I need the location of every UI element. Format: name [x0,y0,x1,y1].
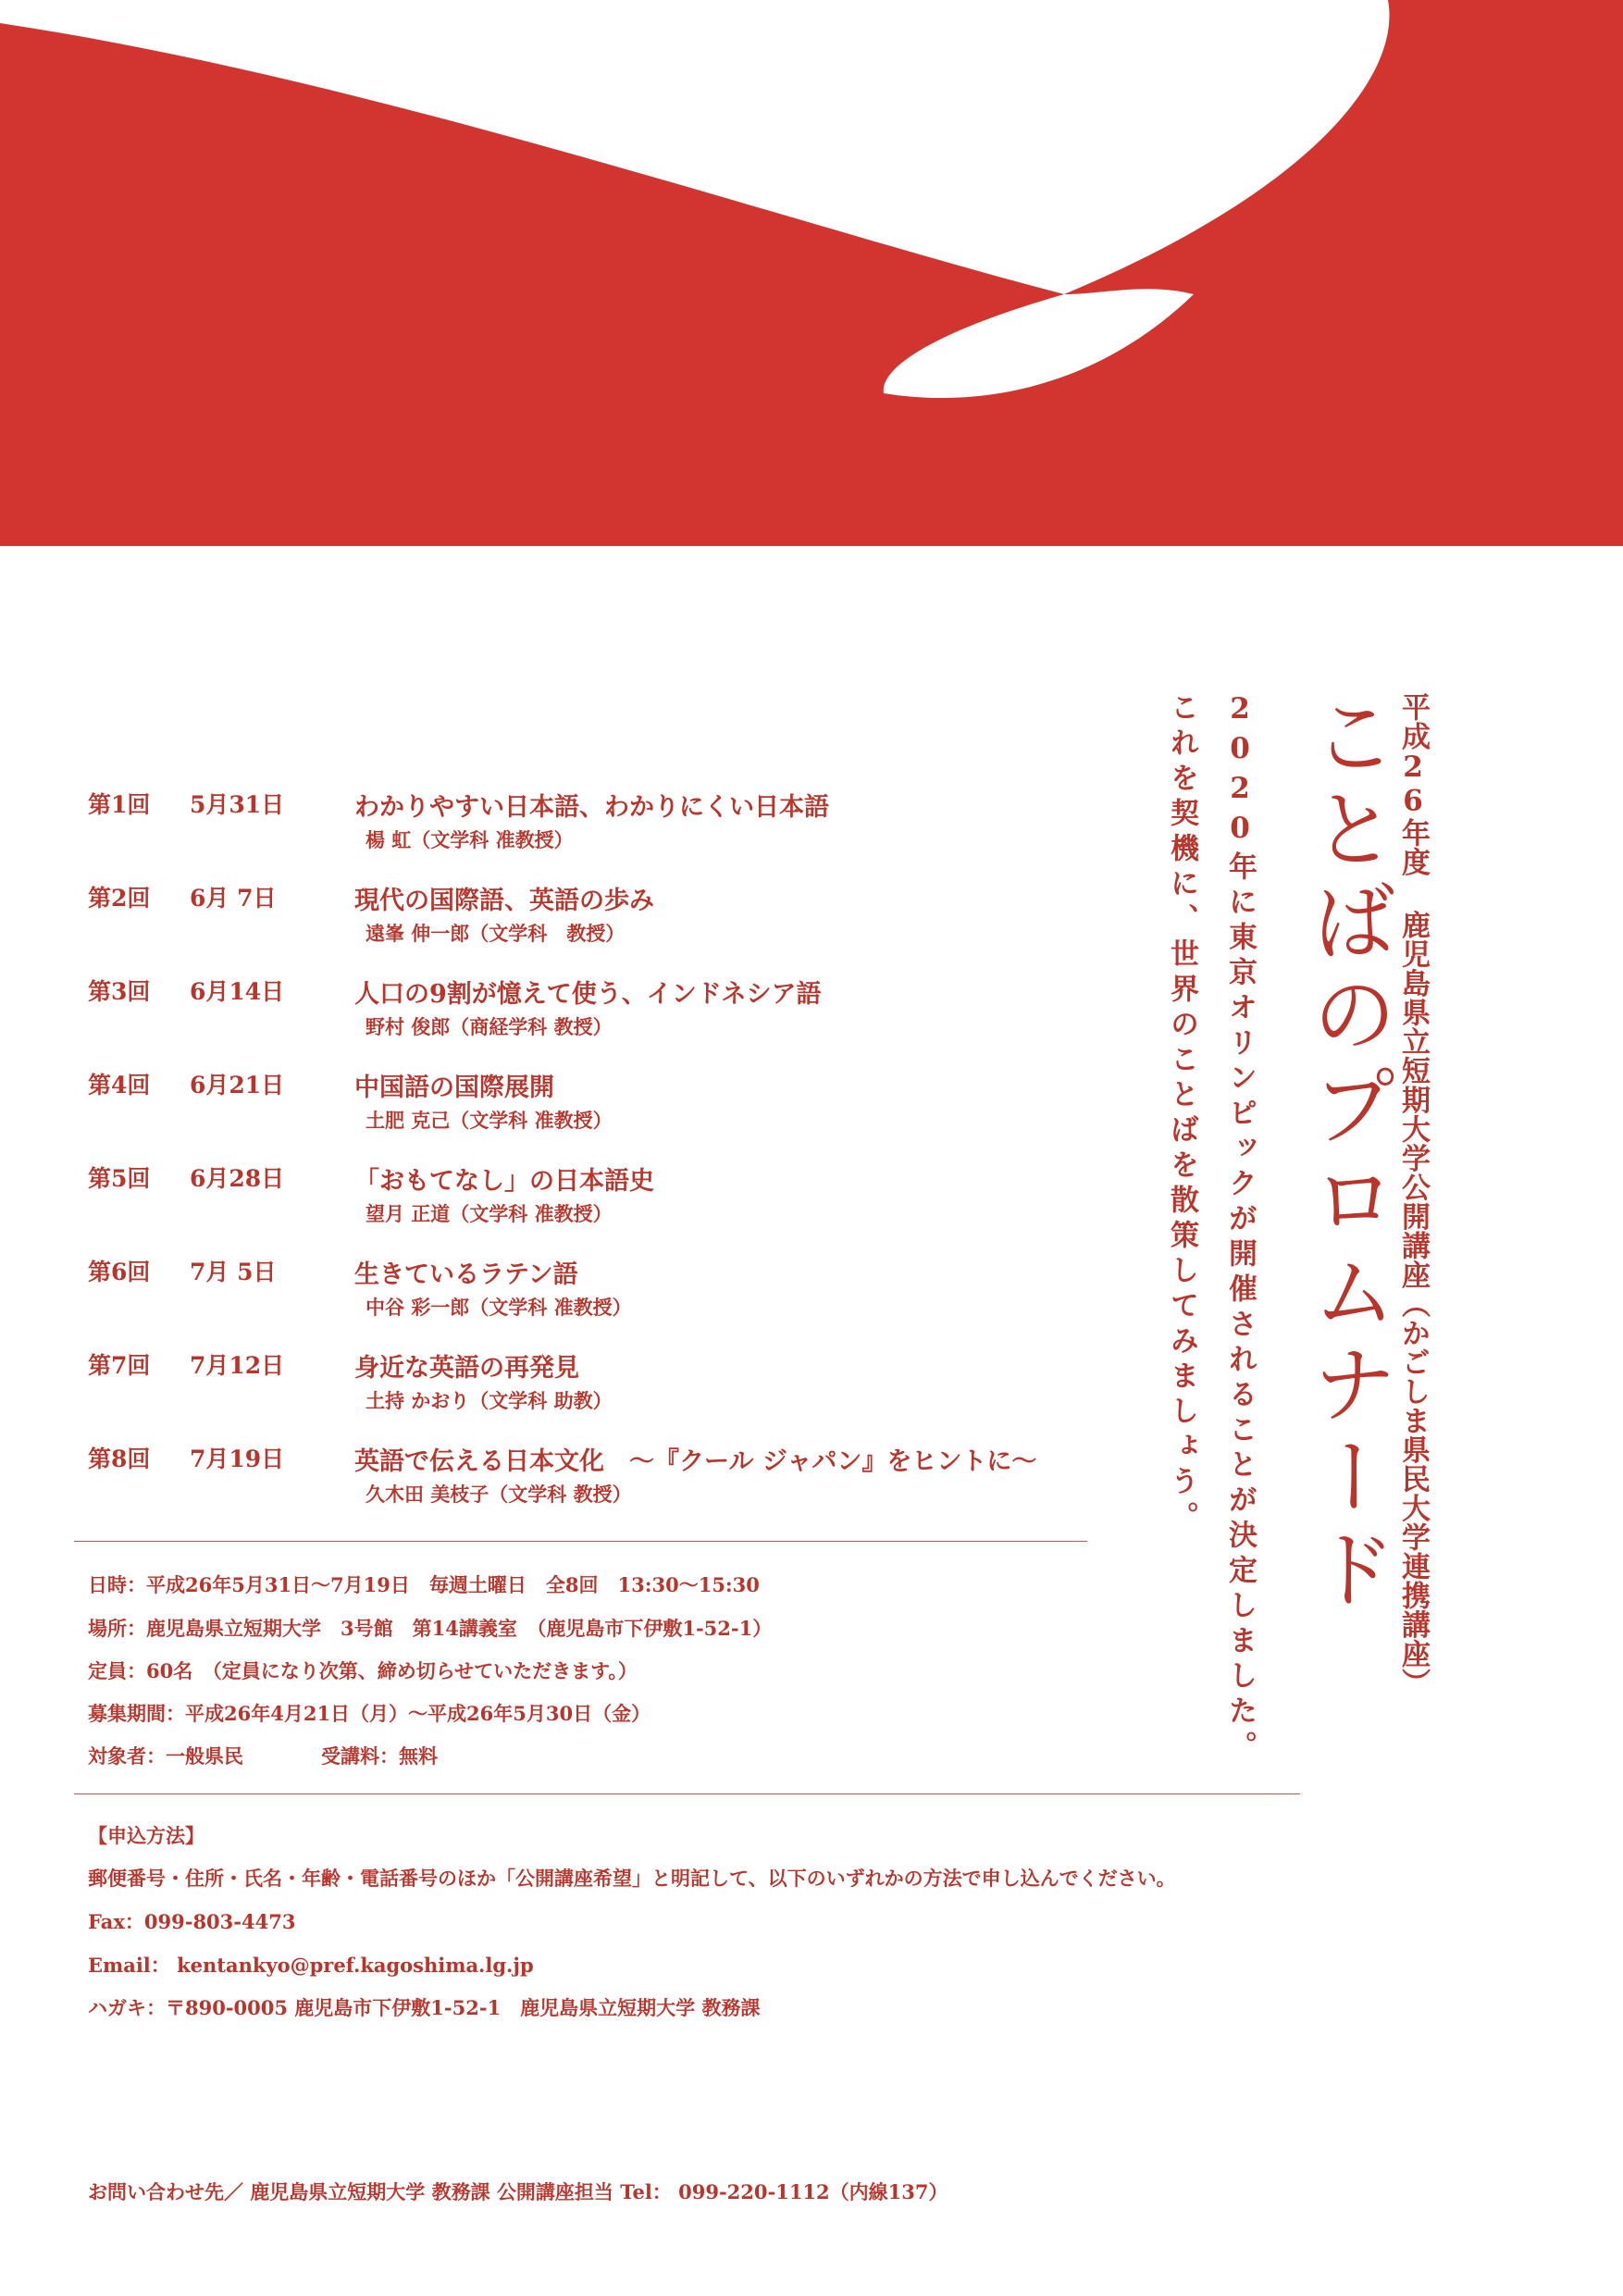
session-row [88,880,1096,974]
info-place: 場所：鹿児島県立短期大学 3号館 第14講義室 （鹿児島市下伊敷1-52-1） [88,1617,773,1640]
session-row [88,1254,1096,1347]
session-date: 6月14日 [190,978,285,1005]
session-lecturer: 中谷 彩一郎（文学科 准教授） [365,1296,632,1319]
header-ribbon-graphic [0,0,1623,546]
info-target-fee: 対象者：一般県民 受講料：無料 [88,1744,438,1768]
divider [74,1793,1300,1794]
session-row [88,1441,1096,1534]
session-number: 第5回 [88,1165,151,1192]
session-topic: 「おもてなし」の日本語史 [354,1167,654,1196]
session-lecturer: 土肥 克己（文学科 准教授） [365,1109,613,1132]
session-date: 7月 5日 [190,1259,277,1285]
info-datetime: 日時：平成26年5月31日～7月19日 毎週土曜日 全8回 13:30～15:30 [88,1573,760,1596]
session-date: 7月12日 [190,1352,285,1379]
session-lecturer: 久木田 美枝子（文学科 教授） [365,1483,632,1506]
series-subtitle: 平成26年度 鹿児島県立短期大学公開講座（かごしま県民大学連携講座） [1396,692,1430,1697]
session-date: 6月 7日 [190,885,277,912]
info-period: 募集期間：平成26年4月21日（月）～平成26年5月30日（金） [88,1702,651,1725]
session-topic: 人口の9割が憶えて使う、インドネシア語 [354,980,822,1009]
application-postcard: ハガキ：〒890-0005 鹿児島市下伊敷1-52-1 鹿児島県立短期大学 教務課 [88,1996,761,2019]
session-lecturer: 望月 正道（文学科 准教授） [365,1202,613,1225]
session-number: 第8回 [88,1446,151,1472]
application-heading: 【申込方法】 [88,1824,204,1847]
lead-line-1: 2020年に東京オリンピックが開催されることが決定しました。 [1223,692,1257,1766]
session-row [88,787,1096,880]
session-row [88,1160,1096,1254]
lead-line-2: これを契機に、世界のことばを散策してみましょう。 [1165,692,1198,1536]
application-fax: Fax：099-803-4473 [88,1910,296,1933]
session-number: 第3回 [88,978,151,1005]
session-topic: 現代の国際語、英語の歩み [354,887,654,915]
session-number: 第4回 [88,1072,151,1098]
session-date: 6月28日 [190,1165,285,1192]
session-topic: 中国語の国際展開 [354,1074,554,1102]
session-date: 6月21日 [190,1072,285,1098]
session-row [88,1067,1096,1160]
session-date: 5月31日 [190,791,285,818]
session-topic: 身近な英語の再発見 [354,1354,579,1383]
session-row [88,1347,1096,1441]
session-topic: 英語で伝える日本文化 ～『クール ジャパン』をヒントに～ [354,1447,1037,1476]
session-lecturer: 土持 かおり（文学科 助教） [365,1389,613,1412]
session-number: 第7回 [88,1352,151,1379]
session-row [88,974,1096,1067]
session-lecturer: 楊 虹（文学科 准教授） [365,828,574,851]
contact-info: お問い合わせ先／ 鹿児島県立短期大学 教務課 公開講座担当 Tel： 099-220-1112（内線137） [88,2180,948,2203]
session-topic: わかりやすい日本語、わかりにくい日本語 [354,793,829,822]
application-instruction: 郵便番号・住所・氏名・年齢・電話番号のほか「公開講座希望」と明記して、以下のいずれかの方法で申し込んでください。 [88,1867,1176,1890]
session-lecturer: 野村 俊郎（商経学科 教授） [365,1015,613,1038]
session-date: 7月19日 [190,1446,285,1472]
page-title: ことばのプロムナード [1298,692,1397,1618]
session-lecturer: 遠峯 伸一郎（文学科 教授） [365,922,626,945]
session-number: 第2回 [88,885,151,912]
lecture-schedule [88,787,1096,1534]
session-number: 第1回 [88,791,151,818]
session-topic: 生きているラテン語 [354,1260,578,1289]
info-capacity: 定員：60名 （定員になり次第、締め切らせていただきます。） [88,1659,638,1682]
session-number: 第6回 [88,1259,151,1285]
divider [74,1541,1087,1542]
application-email: Email： kentankyo@pref.kagoshima.lg.jp [88,1954,534,1977]
